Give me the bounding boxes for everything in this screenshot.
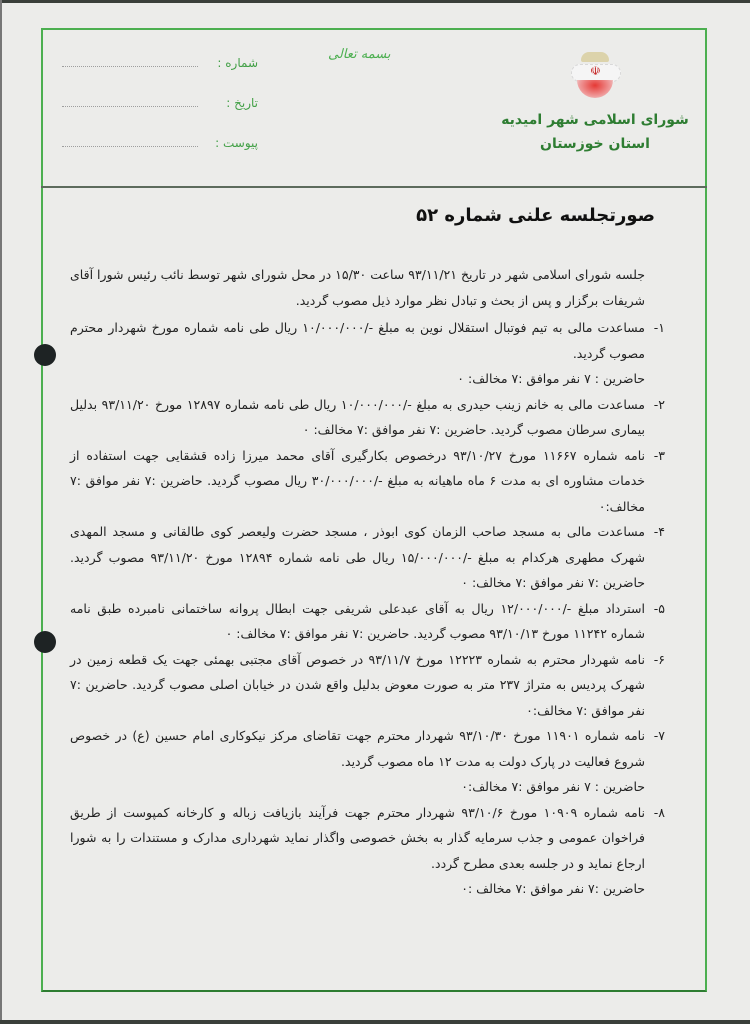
resolution-item (70, 800, 665, 902)
punch-hole-icon (34, 631, 56, 653)
meta-label: پیوست : (215, 136, 258, 150)
item-body (70, 723, 645, 800)
scan-edge-bottom (0, 1020, 750, 1024)
meta-number (58, 56, 258, 96)
basmala: بسمه تعالی (328, 47, 391, 62)
item-number: ۳- (653, 447, 665, 463)
item-text: مساعدت مالی به مسجد صاحب الزمان کوی ابوذر ، مسجد حضرت ولیعصر کوی طالقانی و مسجد المهدی شهرک مطهری هرکدام به مبلغ -/۱۵/۰۰۰/۰۰۰ ریال طی نامه شماره ۱۲۸۹۴ مورخ ۹۳/۱۱/۲۰ مصوب گردید. حاضرین :۷ نفر موافق :۷ مخالف: ۰ (70, 524, 645, 590)
iran-emblem-icon: ☫ (565, 52, 625, 104)
item-text: استرداد مبلغ -/۱۲/۰۰۰/۰۰۰ ریال به آقای عبدعلی شریفی جهت ابطال پروانه ساختمانی نامبرده طبق نامه شماره ۱۱۲۴۲ مورخ ۹۳/۱۰/۱۳ مصوب گردید. حاضرین :۷ نفر موافق :۷ مخالف: ۰ (70, 600, 645, 641)
resolution-item (70, 392, 665, 443)
item-text: نامه شماره ۱۱۹۰۱ مورخ ۹۳/۱۰/۳۰ شهردار محترم جهت تقاضای مرکز نیکوکاری امام حسین (ع) در خصوص شروع فعالیت در پارک دولت به مدت ۱۲ ماه مصوب گردید. (70, 728, 645, 769)
meta-value (62, 136, 198, 147)
item-number: ۷- (653, 728, 665, 743)
item-text: نامه شماره ۱۰۹۰۹ مورخ ۹۳/۱۰/۶ شهردار محترم جهت فرآیند بازیافت زباله و کارخانه کمپوست از طریق فراخوان عمومی و جذب سرمایه گذار به بخش خصوصی واگذار نماید شهرداری مدارک و مستندات را به شورا ارجاع نماید و در جلسه بعدی مطرح گردد. (70, 804, 645, 871)
meta-label: تاریخ : (226, 96, 258, 110)
document-body (70, 262, 665, 902)
item-number: ۶- (653, 651, 665, 667)
resolution-item (70, 596, 665, 647)
letterhead (495, 52, 695, 156)
resolution-item (70, 647, 665, 724)
item-vote: حاضرین : ۷ نفر موافق :۷ مخالف: ۰ (457, 371, 645, 386)
item-vote: حاضرین : ۷ نفر موافق :۷ مخالف:۰ (461, 779, 645, 794)
meta-value (62, 56, 198, 67)
item-number: ۵- (653, 600, 665, 616)
resolution-item (70, 315, 665, 392)
letter-meta-fields (58, 56, 258, 176)
meta-value (62, 96, 198, 107)
punch-hole-icon (34, 344, 56, 366)
resolution-item (70, 443, 665, 520)
scan-edge-left (0, 0, 2, 1024)
item-number: ۴- (653, 524, 665, 539)
item-body (70, 392, 645, 443)
item-text: نامه شهردار محترم به شماره ۱۲۲۲۳ مورخ ۹۳/۱۱/۷ در خصوص آقای مجتبی بهمئی جهت یک قطعه زمین در شهرک پردیس به متراژ ۲۳۷ متر به صورت معوض بدلیل واقع شدن در خیابان اصلی مصوب گردید. حاضرین :۷ نفر موافق :۷ مخالف:۰ (70, 651, 645, 718)
item-text: مساعدت مالی به تیم فوتبال استقلال نوین به مبلغ -/۱۰/۰۰۰/۰۰۰ ریال طی نامه شماره مورخ شهردار محترم مصوب گردید. (70, 320, 645, 361)
item-body (70, 315, 645, 392)
meta-attachment (58, 136, 258, 176)
item-number: ۱- (653, 320, 665, 335)
item-body (70, 800, 645, 902)
item-body (70, 443, 645, 520)
item-body (70, 519, 645, 596)
item-number: ۲- (653, 396, 665, 412)
item-text: مساعدت مالی به خانم زینب حیدری به مبلغ -/۱۰/۰۰۰/۰۰۰ ریال طی نامه شماره ۱۲۸۹۷ مورخ ۹۳/۱۱/۲۰ بدلیل بیماری سرطان مصوب گردید. حاضرین :۷ نفر موافق :۷ مخالف: ۰ (70, 396, 645, 437)
organization-province: استان خوزستان (540, 136, 650, 152)
item-body (70, 647, 645, 724)
item-number: ۸- (653, 804, 665, 820)
meta-label: شماره : (217, 56, 258, 70)
organization-name: شورای اسلامی شهر امیدیه (501, 112, 689, 128)
item-vote: حاضرین :۷ نفر موافق :۷ مخالف :۰ (461, 881, 645, 896)
resolution-list (70, 315, 665, 902)
header-divider (41, 186, 707, 188)
document-title: صورتجلسه علنی شماره ۵۲ (416, 205, 655, 226)
meta-date (58, 96, 258, 136)
intro-paragraph: جلسه شورای اسلامی شهر در تاریخ ۹۳/۱۱/۲۱ ساعت ۱۵/۳۰ در محل شورای شهر توسط نائب رئیس شورا آقای شریفات برگزار و پس از بحث و تبادل نظر موارد ذیل مصوب گردید. (70, 267, 645, 308)
resolution-item (70, 723, 665, 800)
resolution-item (70, 519, 665, 596)
item-body (70, 596, 645, 647)
item-text: نامه شماره ۱۱۶۶۷ مورخ ۹۳/۱۰/۲۷ درخصوص بکارگیری آقای محمد میرزا زاده قشقایی جهت استفاده از خدمات مشاوره ای به مدت ۶ ماه ماهیانه به مبلغ -/۳۰/۰۰۰/۰۰۰ ریال مصوب گردید. حاضرین :۷ نفر موافق :۷ مخالف:۰ (70, 447, 645, 514)
scan-edge-top (0, 0, 750, 3)
